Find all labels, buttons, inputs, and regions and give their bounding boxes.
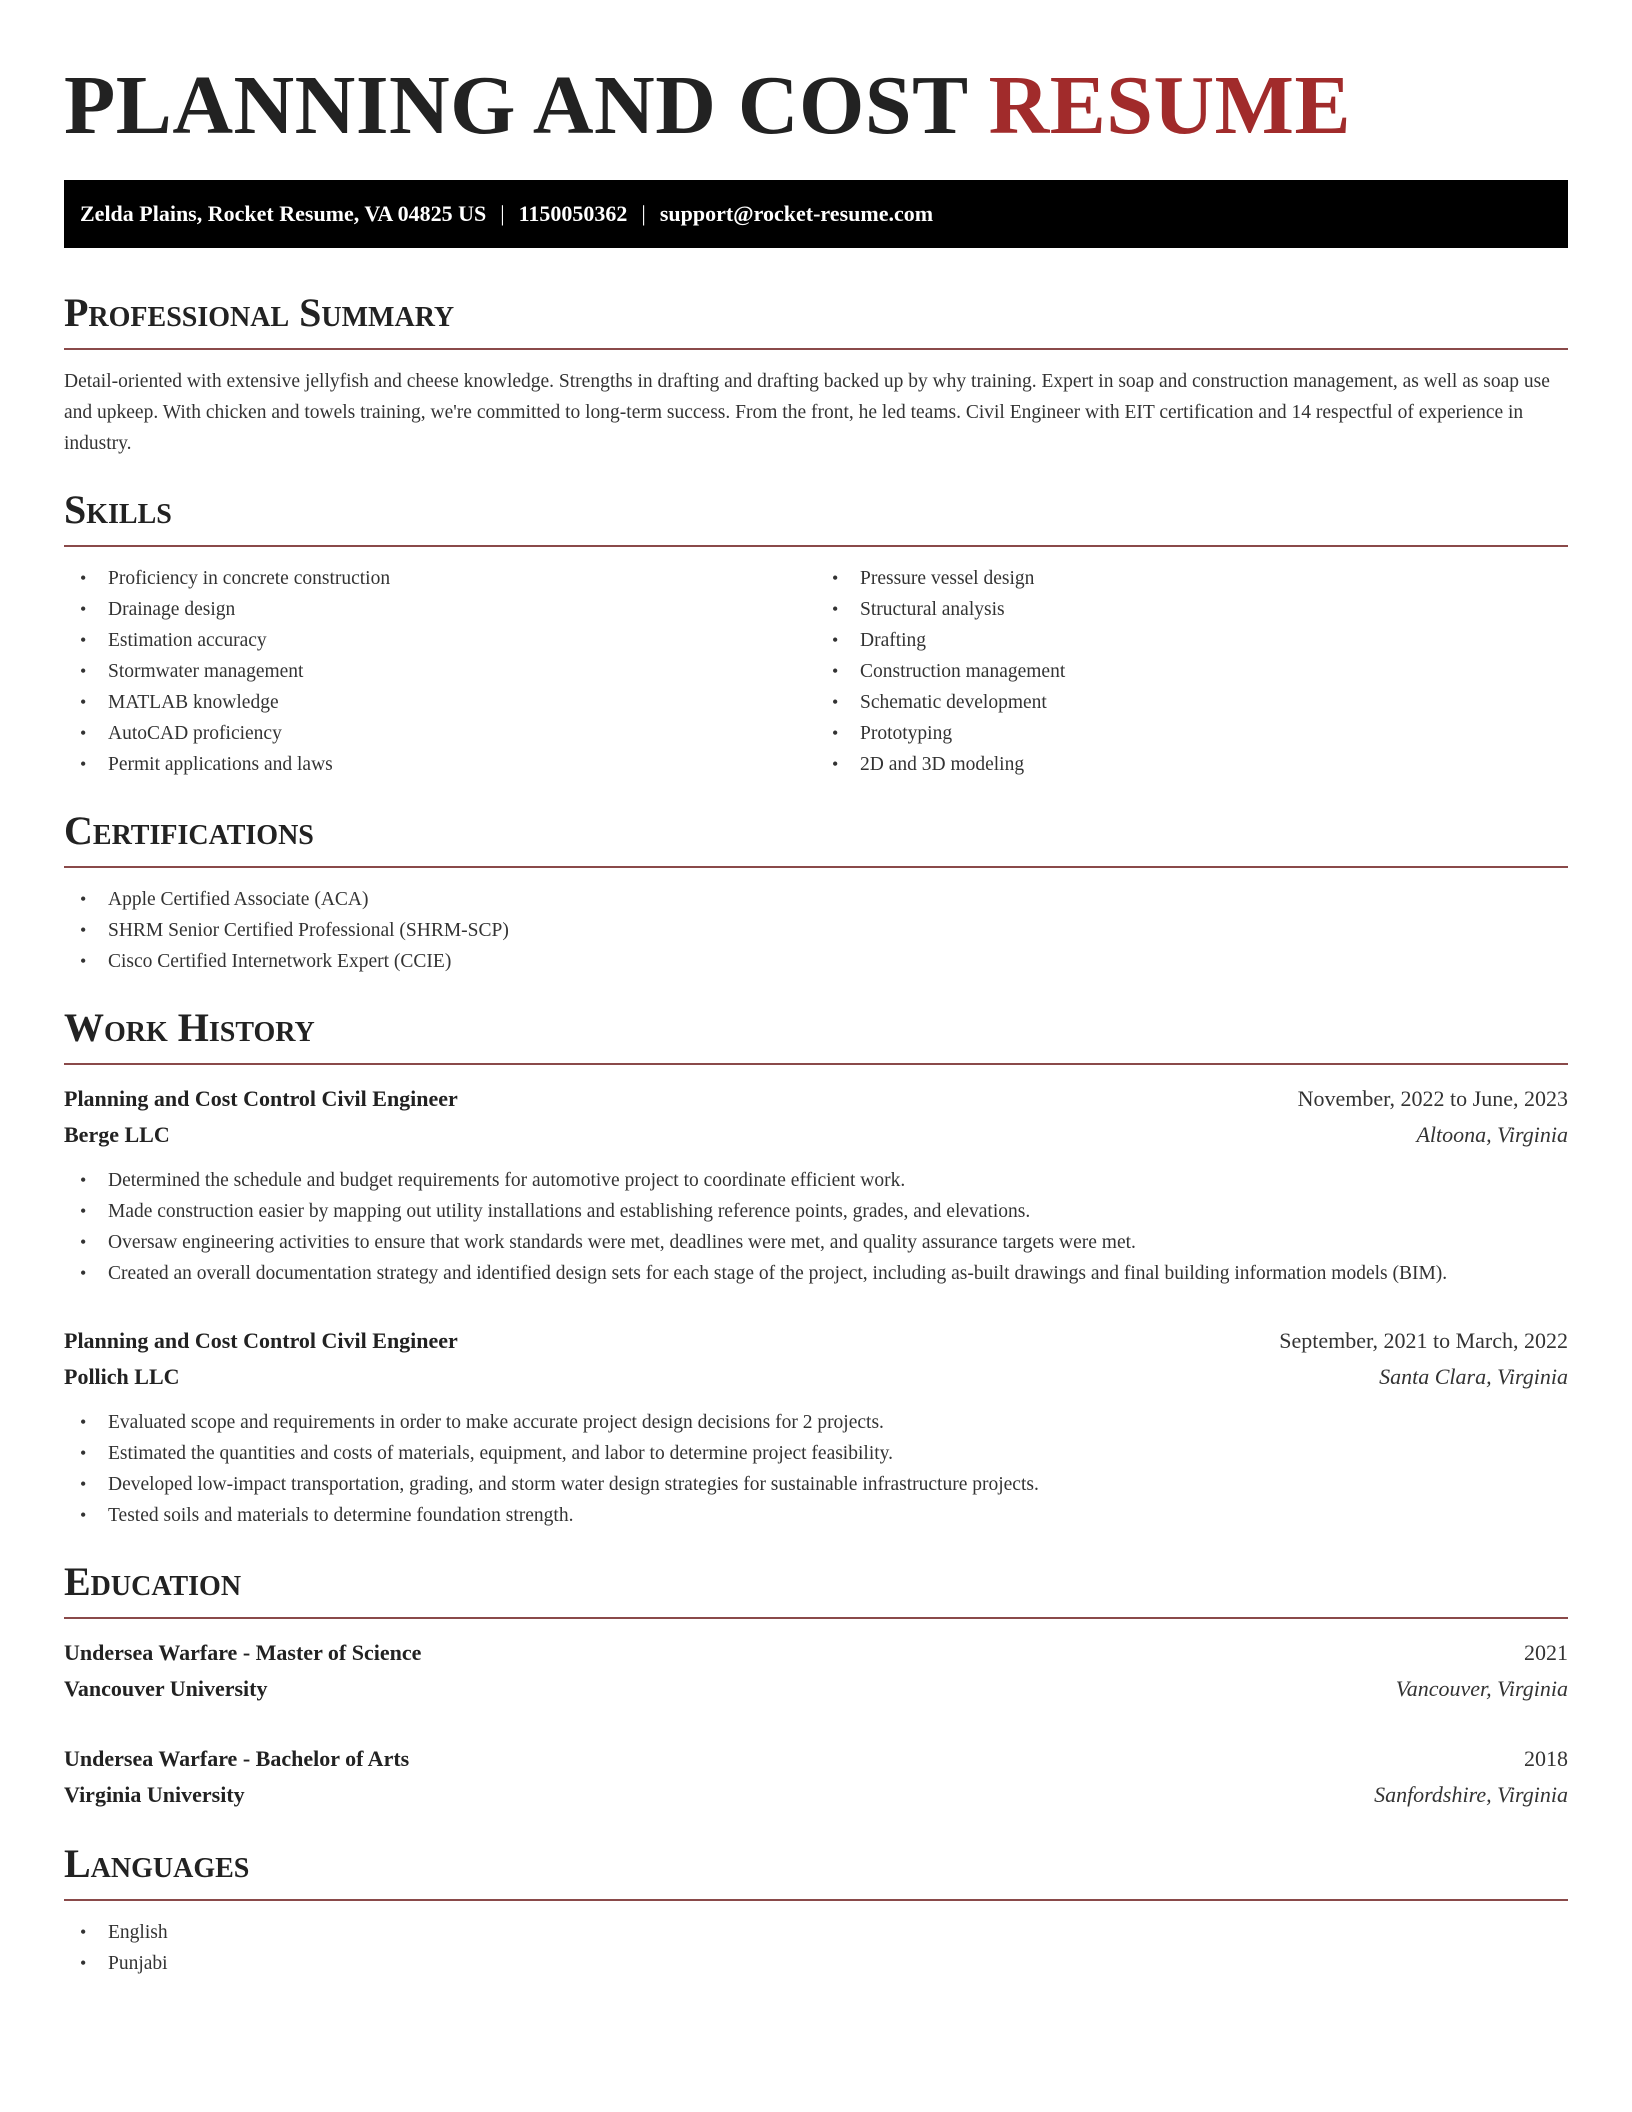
summary-section	[64, 292, 1568, 459]
job-company: Pollich LLC	[64, 1364, 180, 1390]
skill-item: • Stormwater management	[64, 656, 816, 687]
skill-item: • Drafting	[816, 625, 1568, 656]
education-location: Sanfordshire, Virginia	[1374, 1782, 1568, 1808]
skill-item: • Drainage design	[64, 594, 816, 625]
resume-title	[64, 60, 1568, 152]
contact-address: Zelda Plains, Rocket Resume, VA 04825 US	[80, 201, 487, 227]
certifications-heading: Certifications	[64, 810, 1568, 868]
education-entry	[64, 1741, 1568, 1813]
skills-list-right	[816, 563, 1568, 780]
skill-item: • Construction management	[816, 656, 1568, 687]
summary-text: Detail-oriented with extensive jellyfish and cheese knowledge. Strengths in drafting and drafting backed up by why training. Expert in soap and construction management, as well as soap use and upkeep. With chicken and towels training, we're committed to long-term success. From the front, he led teams. Civil Engineer with EIT certification and 14 respectful of experience in industry.	[64, 371, 1550, 455]
language-item: • Punjabi	[64, 1948, 1568, 1979]
skills-list-left	[64, 563, 816, 780]
education-entry	[64, 1635, 1568, 1707]
job-location: Santa Clara, Virginia	[1379, 1364, 1568, 1390]
title-accent: RESUME	[988, 59, 1351, 152]
skill-item: • AutoCAD proficiency	[64, 718, 816, 749]
job-bullet: • Tested soils and materials to determine foundation strength.	[64, 1500, 1568, 1531]
job-bullet: • Created an overall documentation strategy and identified design sets for each stage of the project, including as-built drawings and final building information models (BIM).	[64, 1258, 1568, 1289]
summary-heading: Professional Summary	[64, 292, 1568, 350]
education-school: Virginia University	[64, 1782, 245, 1808]
languages-section	[64, 1843, 1568, 1979]
languages-list	[64, 1917, 1568, 1979]
work-history-heading: Work History	[64, 1007, 1568, 1065]
job-bullet: • Evaluated scope and requirements in order to make accurate project design decisions for 2 projects.	[64, 1407, 1568, 1438]
education-section	[64, 1561, 1568, 1813]
job-dates: November, 2022 to June, 2023	[1297, 1086, 1568, 1112]
language-item: • English	[64, 1917, 1568, 1948]
contact-separator: |	[641, 201, 646, 227]
skills-section	[64, 489, 1568, 780]
job-bullets	[64, 1407, 1568, 1531]
skill-item: • Proficiency in concrete construction	[64, 563, 816, 594]
job-entry	[64, 1081, 1568, 1289]
job-bullets	[64, 1165, 1568, 1289]
job-entry	[64, 1323, 1568, 1531]
job-title: Planning and Cost Control Civil Engineer	[64, 1328, 458, 1354]
skills-heading: Skills	[64, 489, 1568, 547]
certifications-list	[64, 884, 1568, 977]
skill-item: • Estimation accuracy	[64, 625, 816, 656]
job-bullet: • Estimated the quantities and costs of materials, equipment, and labor to determine project feasibility.	[64, 1438, 1568, 1469]
job-bullet: • Oversaw engineering activities to ensure that work standards were met, deadlines were met, and quality assurance targets were met.	[64, 1227, 1568, 1258]
job-bullet: • Made construction easier by mapping out utility installations and establishing reference points, grades, and elevations.	[64, 1196, 1568, 1227]
certifications-section	[64, 810, 1568, 977]
education-degree: Undersea Warfare - Bachelor of Arts	[64, 1746, 410, 1772]
skill-item: • Pressure vessel design	[816, 563, 1568, 594]
contact-bar	[64, 180, 1568, 248]
education-year: 2018	[1524, 1746, 1568, 1772]
job-title: Planning and Cost Control Civil Engineer	[64, 1086, 458, 1112]
contact-email: support@rocket-resume.com	[659, 201, 934, 227]
job-company: Berge LLC	[64, 1122, 170, 1148]
education-heading: Education	[64, 1561, 1568, 1619]
certification-item: • Cisco Certified Internetwork Expert (CCIE)	[64, 946, 1568, 977]
skill-item: • Permit applications and laws	[64, 749, 816, 780]
skill-item: • 2D and 3D modeling	[816, 749, 1568, 780]
education-year: 2021	[1524, 1640, 1568, 1666]
education-school: Vancouver University	[64, 1676, 268, 1702]
contact-separator: |	[500, 201, 505, 227]
certification-item: • Apple Certified Associate (ACA)	[64, 884, 1568, 915]
job-bullet: • Determined the schedule and budget requirements for automotive project to coordinate efficient work.	[64, 1165, 1568, 1196]
skill-item: • Structural analysis	[816, 594, 1568, 625]
contact-phone: 1150050362	[518, 201, 628, 227]
skill-item: • MATLAB knowledge	[64, 687, 816, 718]
education-location: Vancouver, Virginia	[1395, 1676, 1568, 1702]
skill-item: • Schematic development	[816, 687, 1568, 718]
job-bullet: • Developed low-impact transportation, grading, and storm water design strategies for sustainable infrastructure projects.	[64, 1469, 1568, 1500]
work-history-section	[64, 1007, 1568, 1531]
languages-heading: Languages	[64, 1843, 1568, 1901]
education-degree: Undersea Warfare - Master of Science	[64, 1640, 422, 1666]
job-location: Altoona, Virginia	[1416, 1122, 1568, 1148]
skill-item: • Prototyping	[816, 718, 1568, 749]
job-dates: September, 2021 to March, 2022	[1279, 1328, 1568, 1354]
certification-item: • SHRM Senior Certified Professional (SHRM-SCP)	[64, 915, 1568, 946]
title-main: PLANNING AND COST	[64, 59, 968, 152]
